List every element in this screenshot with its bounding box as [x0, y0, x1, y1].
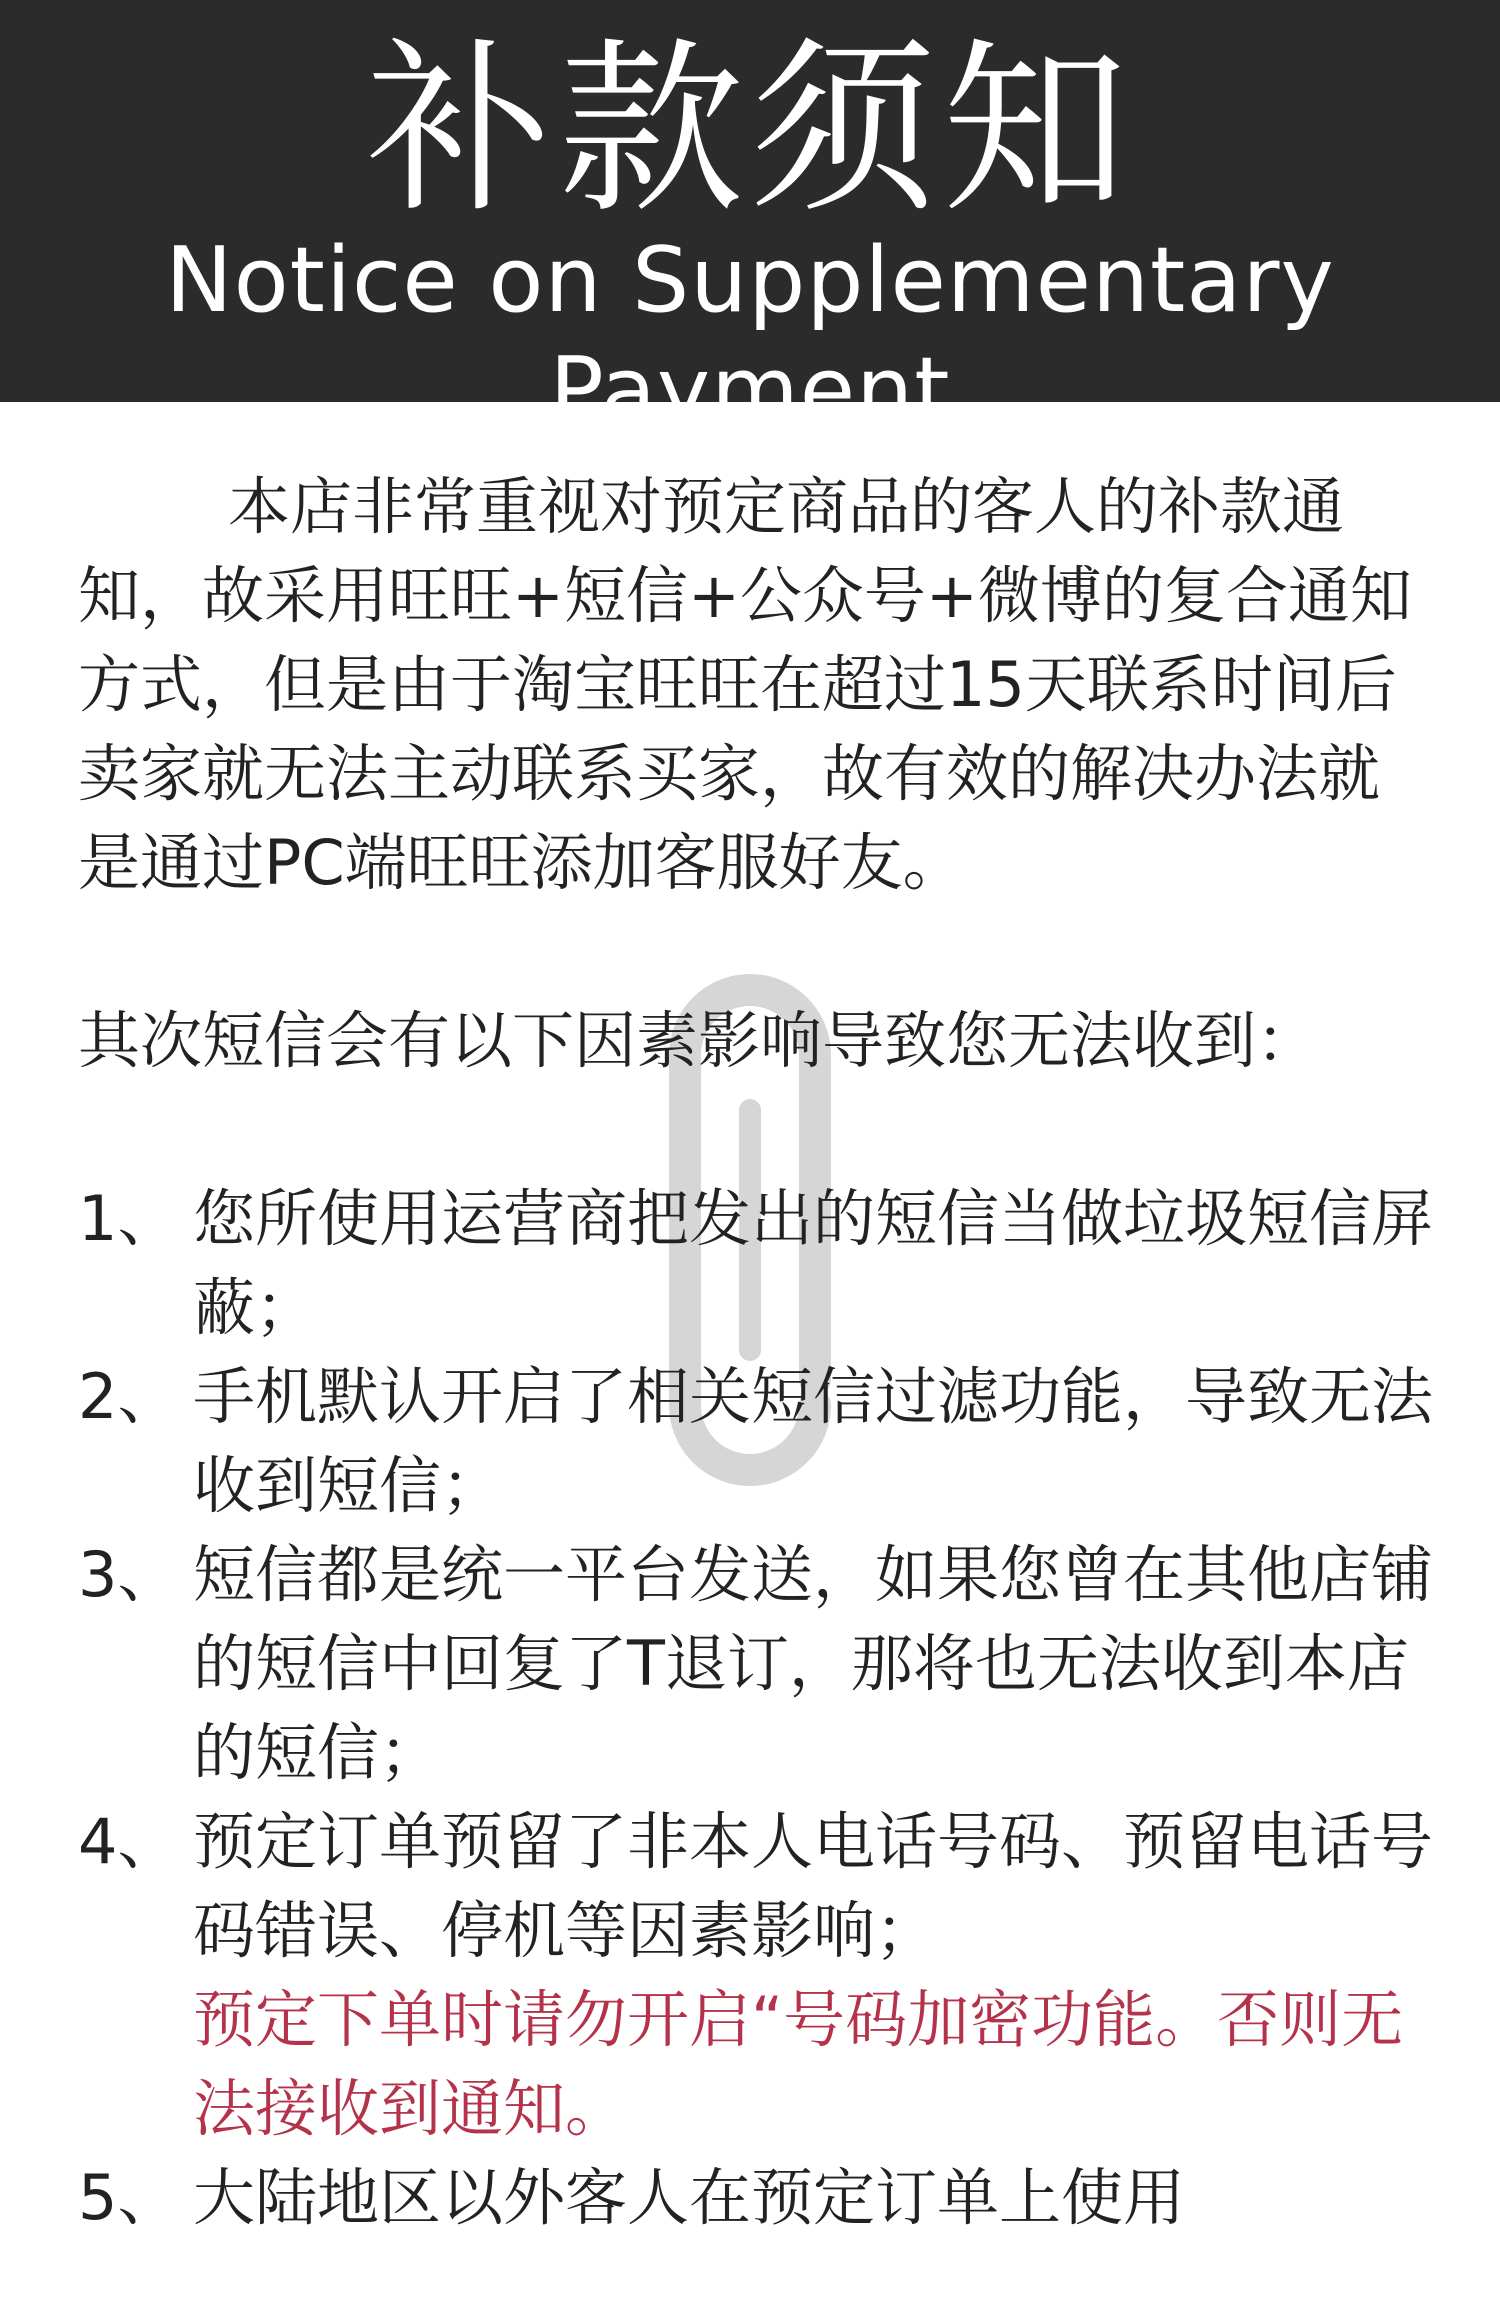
list-item-body: [193, 1797, 1438, 2153]
list-item-text: 大陆地区以外客人在预定订单上使用: [193, 2161, 1186, 2234]
list-item: [78, 2153, 1438, 2242]
header-banner: [0, 0, 1500, 443]
list-item-number: 1、: [78, 1182, 180, 1255]
list-item-text: 短信都是统一平台发送，如果您曾在其他店铺的短信中回复了T退订，那将也无法收到本店的短信；: [193, 1538, 1434, 1789]
list-item: [78, 1174, 1438, 1352]
list-item-number: 2、: [78, 1360, 180, 1433]
list-item-number: 4、: [78, 1805, 180, 1878]
spacer: [78, 1085, 1438, 1174]
list-item: [78, 1530, 1438, 1797]
page-title: 补款须知: [365, 21, 1134, 238]
list-item-number: 5、: [78, 2161, 180, 2234]
intro-paragraph: 本店非常重视对预定商品的客人的补款通知，故采用旺旺+短信+公众号+微博的复合通知方式，但是由于淘宝旺旺在超过15天联系时间后卖家就无法主动联系买家，故有效的解决办法就是通过PC端旺旺添加客服好友。: [78, 470, 1412, 899]
spacer: [78, 907, 1438, 996]
list-item-text: 手机默认开启了相关短信过滤功能，导致无法收到短信；: [193, 1360, 1434, 1522]
factors-list: [78, 1174, 1438, 2242]
notice-body: [78, 462, 1438, 2242]
factors-heading: 其次短信会有以下因素影响导致您无法收到：: [78, 1004, 1319, 1077]
warning-text: 预定下单时请勿开启“号码加密功能。否则无法接收到通知。: [193, 1983, 1404, 2145]
list-item: [78, 1797, 1438, 2153]
list-item-text: 您所使用运营商把发出的短信当做垃圾短信屏蔽；: [193, 1182, 1434, 1344]
list-item-number: 3、: [78, 1538, 180, 1611]
page-subtitle: Notice on Supplementary Payment: [165, 228, 1335, 443]
list-item-text: 预定订单预留了非本人电话号码、预留电话号码错误、停机等因素影响；: [193, 1805, 1434, 1967]
list-item: [78, 1352, 1438, 1530]
